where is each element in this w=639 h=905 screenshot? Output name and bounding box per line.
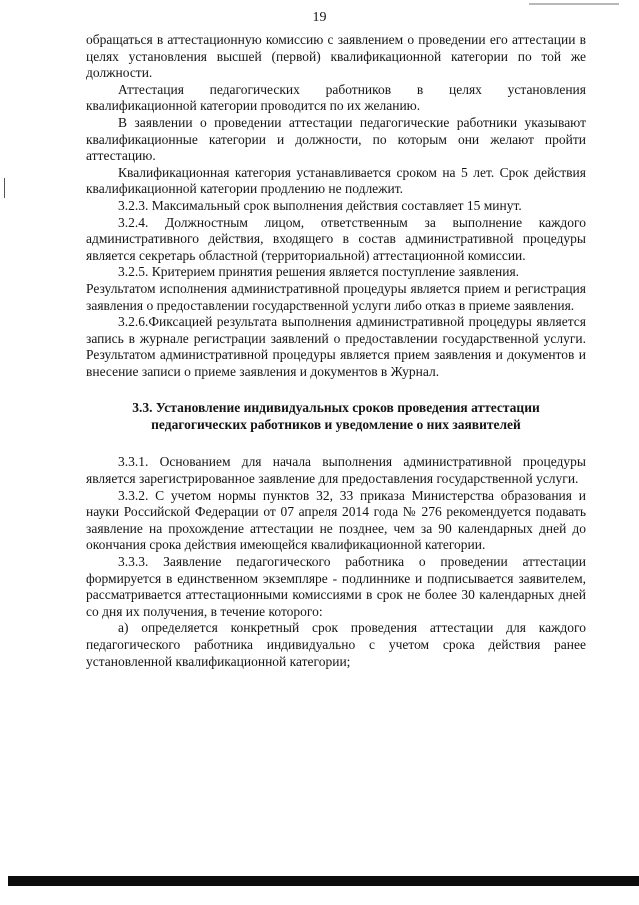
paragraph-continuation: обращаться в аттестационную комиссию с заявлением о проведении его аттестации в целях установления высшей (первой) квалификационной категории по той же должности. xyxy=(86,32,586,81)
scan-bottom-border xyxy=(8,876,639,886)
paragraph-application-content: В заявлении о проведении аттестации педагогические работники указывают квалификационные категории и должности, по которым они желают пройти аттестацию. xyxy=(86,114,586,164)
section-heading-3-3: 3.3. Установление индивидуальных сроков проведения аттестации педагогических работников и уведомление о них заявителей xyxy=(132,400,540,433)
document-body xyxy=(86,32,586,670)
paragraph-3-2-5: 3.2.5. Критерием принятия решения является поступление заявления. xyxy=(118,264,520,280)
paragraph-item-a: а) определяется конкретный срок проведения аттестации для каждого педагогического работника индивидуально с учетом срока действия ранее установленной квалификационной категории; xyxy=(86,620,586,669)
paragraph-3-2-6: 3.2.6.Фиксацией результата выполнения административной процедуры является запись в журнале регистрации заявлений о предоставлении государственной услуги. Результатом административной процедуры является прием заявления и документов и внесение записи о приеме заявления и документов в Журнал. xyxy=(86,314,586,379)
paragraph-result: Результатом исполнения административной процедуры является прием и регистрация заявления о предоставлении государственной услуги либо отказ в приеме заявления. xyxy=(86,280,586,313)
paragraph-category-term: Квалификационная категория устанавливается сроком на 5 лет. Срок действия квалификационной категории продлению не подлежит. xyxy=(86,164,586,197)
paragraph-3-3-2: 3.3.2. С учетом нормы пунктов 32, 33 приказа Министерства образования и науки Российской Федерации от 07 апреля 2014 года № 276 рекомендуется подавать заявление на прохождение аттестации не позднее, чем за 90 календарных дней до окончания срока действия имеющейся квалификационной категории. xyxy=(86,487,586,553)
paragraph-attestation-wish: Аттестация педагогических работников в целях установления квалификационной категории проводится по их желанию. xyxy=(86,81,586,114)
paragraph-3-3-1: 3.3.1. Основанием для начала выполнения административной процедуры является зарегистрированное заявление для предоставления государственной услуги. xyxy=(86,454,586,487)
scan-artifact-top xyxy=(529,3,619,5)
paragraph-3-2-4: 3.2.4. Должностным лицом, ответственным за выполнение каждого административного действия, входящего в состав административной процедуры является секретарь областной (территориальной) аттестационной комиссии. xyxy=(86,214,586,263)
page-number: 19 xyxy=(312,10,327,25)
paragraph-3-3-3: 3.3.3. Заявление педагогического работника о проведении аттестации формируется в единственном экземпляре - подлиннике и подписывается заявителем, рассматривается аттестационными комиссиями в срок не более 30 календарных дней со дня их получения, в течение которого: xyxy=(86,554,586,619)
paragraph-3-2-3: 3.2.3. Максимальный срок выполнения действия составляет 15 минут. xyxy=(118,197,522,213)
scan-artifact-left xyxy=(4,178,5,198)
